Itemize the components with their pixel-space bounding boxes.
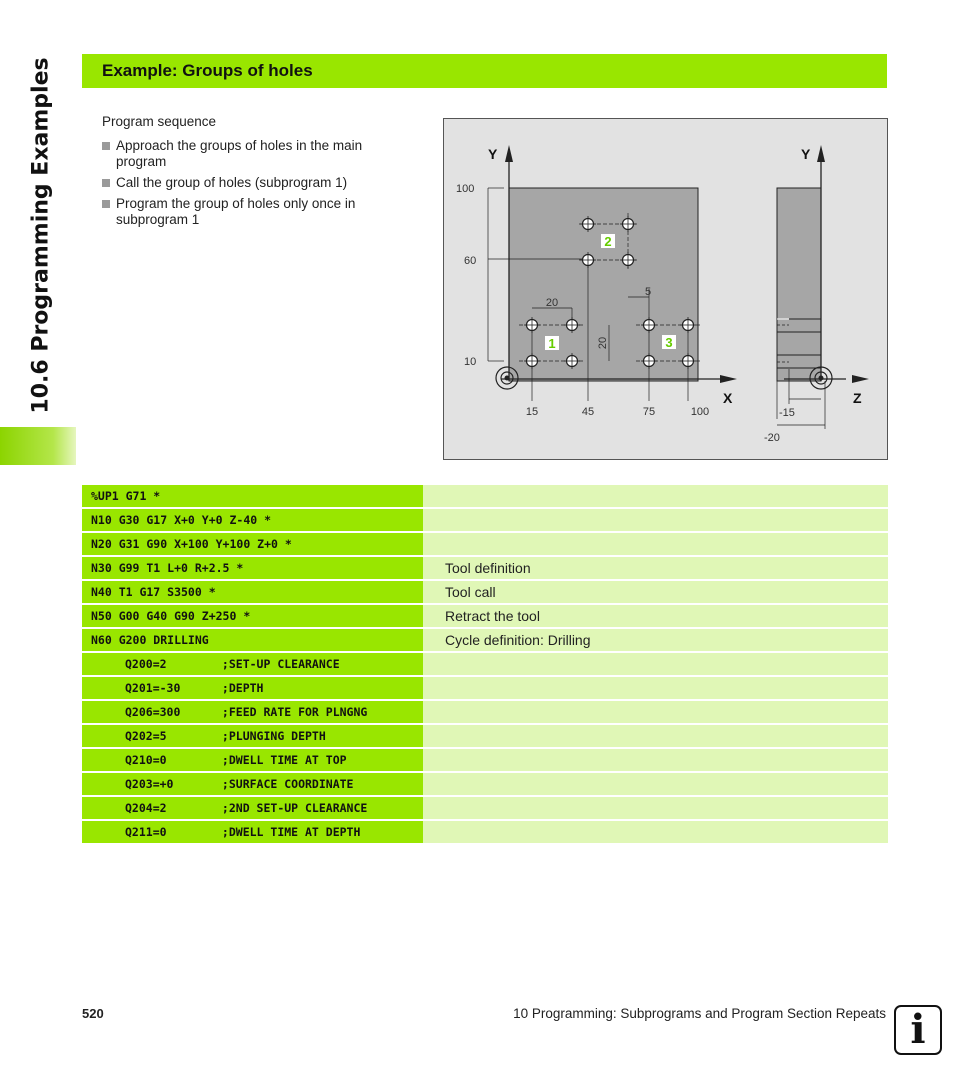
z-axis-arrow-icon [852, 375, 869, 383]
square-bullet-icon [102, 142, 110, 150]
table-row [82, 725, 888, 747]
list-item [102, 138, 402, 170]
square-bullet-icon [102, 200, 110, 208]
dim-y-60: 60 [464, 255, 477, 267]
nc-comment-cell [423, 653, 888, 675]
list-item-text: Call the group of holes (subprogram 1) [116, 175, 348, 190]
nc-code-cell: Q200=2 ;SET-UP CLEARANCE [82, 653, 423, 675]
list-item-text: Program the group of holes only once in subprogram 1 [116, 196, 356, 227]
nc-comment-cell: Retract the tool [423, 605, 888, 627]
nc-code-cell: %UP1 G71 * [82, 485, 423, 507]
nc-code-cell: Q206=300 ;FEED RATE FOR PLNGNG [82, 701, 423, 723]
nc-comment-cell [423, 485, 888, 507]
nc-comment-cell [423, 773, 888, 795]
nc-code-cell: Q203=+0 ;SURFACE COORDINATE [82, 773, 423, 795]
dim-20-vertical: 20 [597, 336, 609, 350]
table-row [82, 701, 888, 723]
y-axis-arrow-icon [505, 145, 513, 162]
hole-section-lower [777, 355, 821, 368]
nc-comment-cell: Tool definition [423, 557, 888, 579]
nc-code-cell: N50 G00 G40 G90 Z+250 * [82, 605, 423, 627]
nc-comment-cell [423, 749, 888, 771]
table-row [82, 533, 888, 555]
table-row [82, 773, 888, 795]
list-item-text: Approach the groups of holes in the main program [116, 138, 363, 169]
dim-z-minus-20: -20 [764, 432, 780, 444]
nc-comment-cell: Cycle definition: Drilling [423, 629, 888, 651]
group-label-3: 3 [665, 335, 673, 350]
hole-section-upper [777, 319, 821, 332]
nc-code-cell: N40 T1 G17 S3500 * [82, 581, 423, 603]
table-row [82, 677, 888, 699]
workpiece-side [777, 188, 821, 381]
technical-drawing-svg [444, 119, 887, 459]
table-row [82, 821, 888, 843]
chapter-side-title [16, 50, 66, 420]
group-label-1: 1 [548, 336, 556, 351]
nc-code-cell: Q201=-30 ;DEPTH [82, 677, 423, 699]
nc-comment-cell [423, 509, 888, 531]
info-glyph: i [910, 1006, 926, 1053]
dim-x-45: 45 [581, 406, 595, 418]
program-sequence-list [102, 138, 402, 228]
axis-label-z: Z [853, 390, 862, 406]
axis-label-y-side: Y [801, 146, 811, 162]
nc-code-cell: Q211=0 ;DWELL TIME AT DEPTH [82, 821, 423, 843]
dim-y-10: 10 [464, 356, 477, 368]
table-row [82, 653, 888, 675]
list-item [102, 196, 402, 228]
dim-5: 5 [644, 286, 652, 298]
dim-z-minus-15: -15 [779, 407, 795, 419]
workpiece-front [509, 188, 698, 381]
table-row [82, 485, 888, 507]
nc-comment-cell [423, 821, 888, 843]
dim-x-15: 15 [525, 406, 539, 418]
nc-comment-cell [423, 797, 888, 819]
y-axis-side-arrow-icon [817, 145, 825, 162]
table-row [82, 629, 888, 651]
dim-x-75: 75 [642, 406, 656, 418]
nc-comment-cell [423, 701, 888, 723]
dim-x-100: 100 [690, 406, 710, 418]
list-item [102, 175, 402, 191]
info-icon [894, 1005, 942, 1055]
nc-code-cell: Q204=2 ;2ND SET-UP CLEARANCE [82, 797, 423, 819]
dim-y-100: 100 [456, 183, 475, 195]
technical-drawing [443, 118, 888, 460]
x-axis-arrow-icon [720, 375, 737, 383]
group-label-2: 2 [604, 234, 612, 249]
nc-comment-cell: Tool call [423, 581, 888, 603]
page-number: 520 [82, 1006, 104, 1021]
table-row [82, 509, 888, 531]
axis-label-y: Y [488, 146, 498, 162]
chapter-footer: 10 Programming: Subprograms and Program Section Repeats [513, 1006, 886, 1021]
chapter-side-title-text: 10.6 Programming Examples [28, 56, 54, 414]
program-sequence [102, 114, 402, 233]
nc-comment-cell [423, 677, 888, 699]
section-title-bar [82, 54, 887, 88]
chapter-tab [0, 427, 76, 465]
nc-code-cell: N30 G99 T1 L+0 R+2.5 * [82, 557, 423, 579]
nc-code-cell: N60 G200 DRILLING [82, 629, 423, 651]
axis-label-x: X [723, 390, 733, 406]
table-row [82, 605, 888, 627]
square-bullet-icon [102, 179, 110, 187]
nc-code-cell: Q210=0 ;DWELL TIME AT TOP [82, 749, 423, 771]
nc-program-table [82, 485, 888, 845]
dim-20-horizontal: 20 [545, 297, 559, 309]
table-row [82, 581, 888, 603]
table-row [82, 749, 888, 771]
nc-comment-cell [423, 533, 888, 555]
nc-comment-cell [423, 725, 888, 747]
table-row [82, 797, 888, 819]
nc-code-cell: N10 G30 G17 X+0 Y+0 Z-40 * [82, 509, 423, 531]
section-title: Example: Groups of holes [102, 61, 313, 80]
nc-code-cell: Q202=5 ;PLUNGING DEPTH [82, 725, 423, 747]
nc-code-cell: N20 G31 G90 X+100 Y+100 Z+0 * [82, 533, 423, 555]
table-row [82, 557, 888, 579]
program-sequence-heading: Program sequence [102, 114, 217, 129]
